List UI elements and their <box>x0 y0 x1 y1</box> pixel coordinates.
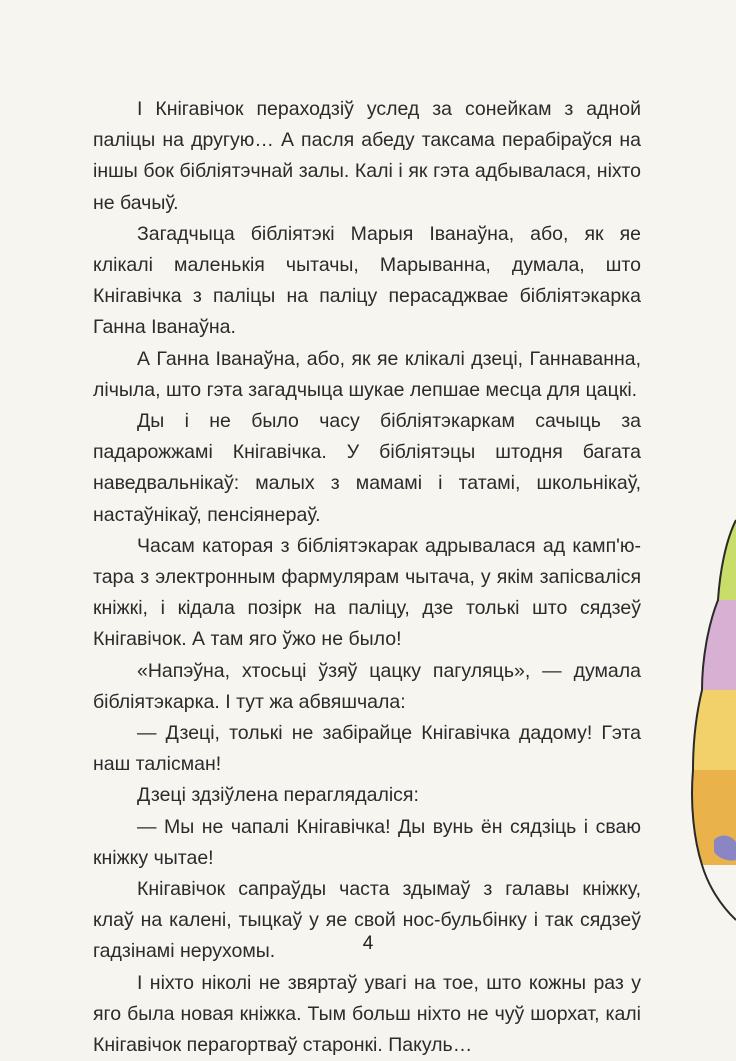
illustration-pink-part <box>702 600 736 690</box>
paragraph-4: Ды і не было часу бібліятэкаркам сачыць за падарожжамі Кнігавічка. У бібліятэцы штодня багата наведвальнікаў: малых з мамамі і татамі, школьнікаў, настаўнікаў, пенсіянераў. <box>93 410 641 526</box>
paragraph-2: Загадчыца бібліятэкі Марыя Іванаўна, або, як яе клікалі маленькія чытачы, Марыванна, думала, што Кнігавічка з паліцы на паліцу перасаджвае бібліятэкарка Ганна Іванаўна. <box>93 222 641 339</box>
paragraph-9: — Мы не чапалі Кнігавічка! Ды вунь ён сядзіць і сваю кніжку чытае! <box>93 815 641 869</box>
paragraph-5: Часам каторая з бібліятэкарак адрывалася ад камп'ютара з электронным фармулярам чытача, у якім запісваліся кніжкі, і кідала позірк на паліцу, дзе толькі што сядзеў Кнігавічок. А там яго ўжо не было! <box>93 534 641 651</box>
illustration-green-part <box>718 520 736 600</box>
paragraph-11: І ніхто ніколі не звяртаў увагі на тое, што кожны раз у яго была новая кніжка. Тым больш ніхто не чуў шорхат, калі Кнігавічок перагортваў старонкі. Пакуль… <box>93 971 641 1057</box>
story-text <box>93 94 641 1061</box>
paragraph-7: — Дзеці, толькі не забірайце Кнігавічка дадому! Гэта наш талісман! <box>93 722 641 776</box>
paragraph-6: «Напэўна, хтосьці ўзяў цацку пагуляць», — думала бібліятэкарка. І тут жа абвяшчала: <box>93 659 641 713</box>
paragraph-10: Кнігавічок сапраўды часта здымаў з галавы кніжку, клаў на калені, тыцкаў у яе свой нос-бульбінку і так сядзеў гадзінамі нерухомы. <box>93 878 641 963</box>
paragraph-3: А Ганна Іванаўна, або, як яе клікалі дзеці, Ганнаванна, лічыла, што гэта загадчыца шукае лепшае месца для цацкі. <box>93 347 641 401</box>
character-edge-illustration <box>688 520 736 940</box>
paragraph-8: Дзеці здзіўлена пераглядаліся: <box>137 784 419 807</box>
paragraph-1: І Кнігавічок пераходзіў услед за сонейкам з адной паліцы на другую… А пасля абеду таксама перабіраўся на іншы бок бібліятэчнай залы. Калі і як гэта адбывалася, ніхто не бачыў. <box>93 98 641 214</box>
page-number: 4 <box>362 933 374 954</box>
